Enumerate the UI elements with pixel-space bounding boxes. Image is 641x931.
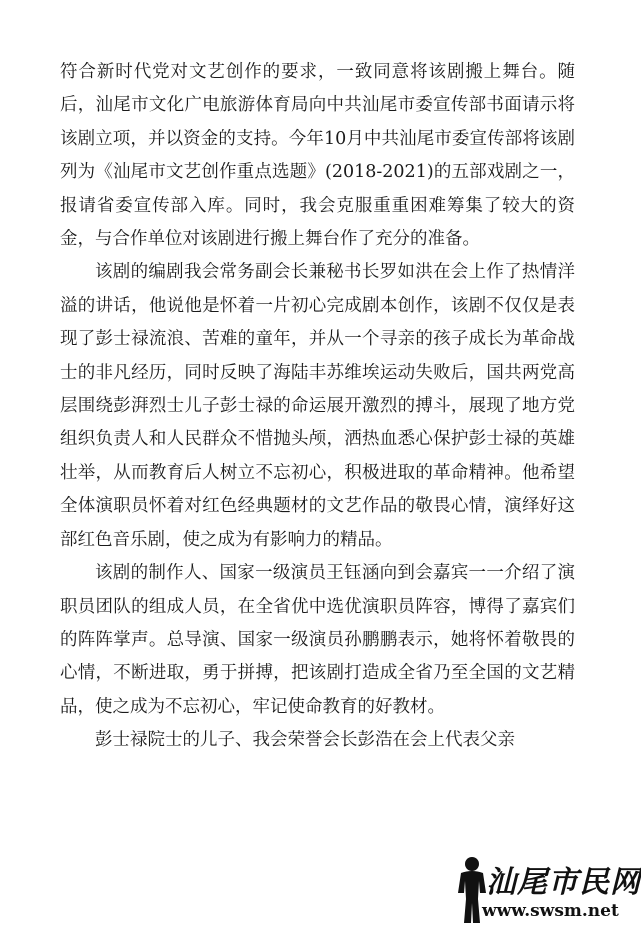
watermark-url: www.swsm.net (482, 901, 619, 921)
paragraph-3: 该剧的制作人、国家一级演员王钰涵向到会嘉宾一一介绍了演职员团队的组成人员，在全省优中选优演职员阵容，博得了嘉宾们的阵阵掌声。总导演、国家一级演员孙鹏鹏表示，她将怀着敬畏的心情，不断进取，勇于拼搏，把该剧打造成全省乃至全国的文艺精品，使之成为不忘初心，牢记使命教育的好教材。 (60, 563, 575, 717)
paragraph-2: 该剧的编剧我会常务副会长兼秘书长罗如洪在会上作了热情洋溢的讲话，他说他是怀着一片初心完成剧本创作，该剧不仅仅是表现了彭士禄流浪、苦难的童年，并从一个寻亲的孩子成长为革命战士的非凡经历，同时反映了海陆丰苏维埃运动失败后，国共两党高层围绕彭湃烈士儿子彭士禄的命运展开激烈的搏斗，展现了地方党组织负责人和人民群众不惜抛头颅，洒热血悉心保护彭士禄的英雄壮举，从而教育后人树立不忘初心，积极进取的革命精神。他希望全体演职员怀着对红色经典题材的文艺作品的敬畏心情，演绎好这部红色音乐剧，使之成为有影响力的精品。 (60, 262, 575, 550)
article-body (60, 56, 575, 758)
site-watermark (452, 855, 641, 925)
paragraph-1: 符合新时代党对文艺创作的要求，一致同意将该剧搬上舞台。随后，汕尾市文化广电旅游体育局向中共汕尾市委宣传部书面请示将该剧立项，并以资金的支持。今年10月中共汕尾市委宣传部将该剧列为《汕尾市文艺创作重点选题》(2018-2021)的五部戏剧之一，报请省委宣传部入库。同时，我会克服重重困难筹集了较大的资金，与合作单位对该剧进行搬上舞台作了充分的准备。 (60, 62, 575, 250)
paragraph-4: 彭士禄院士的儿子、我会荣誉会长彭浩在会上代表父亲 (95, 730, 515, 751)
watermark-site-name: 汕尾市民网 (486, 865, 641, 900)
